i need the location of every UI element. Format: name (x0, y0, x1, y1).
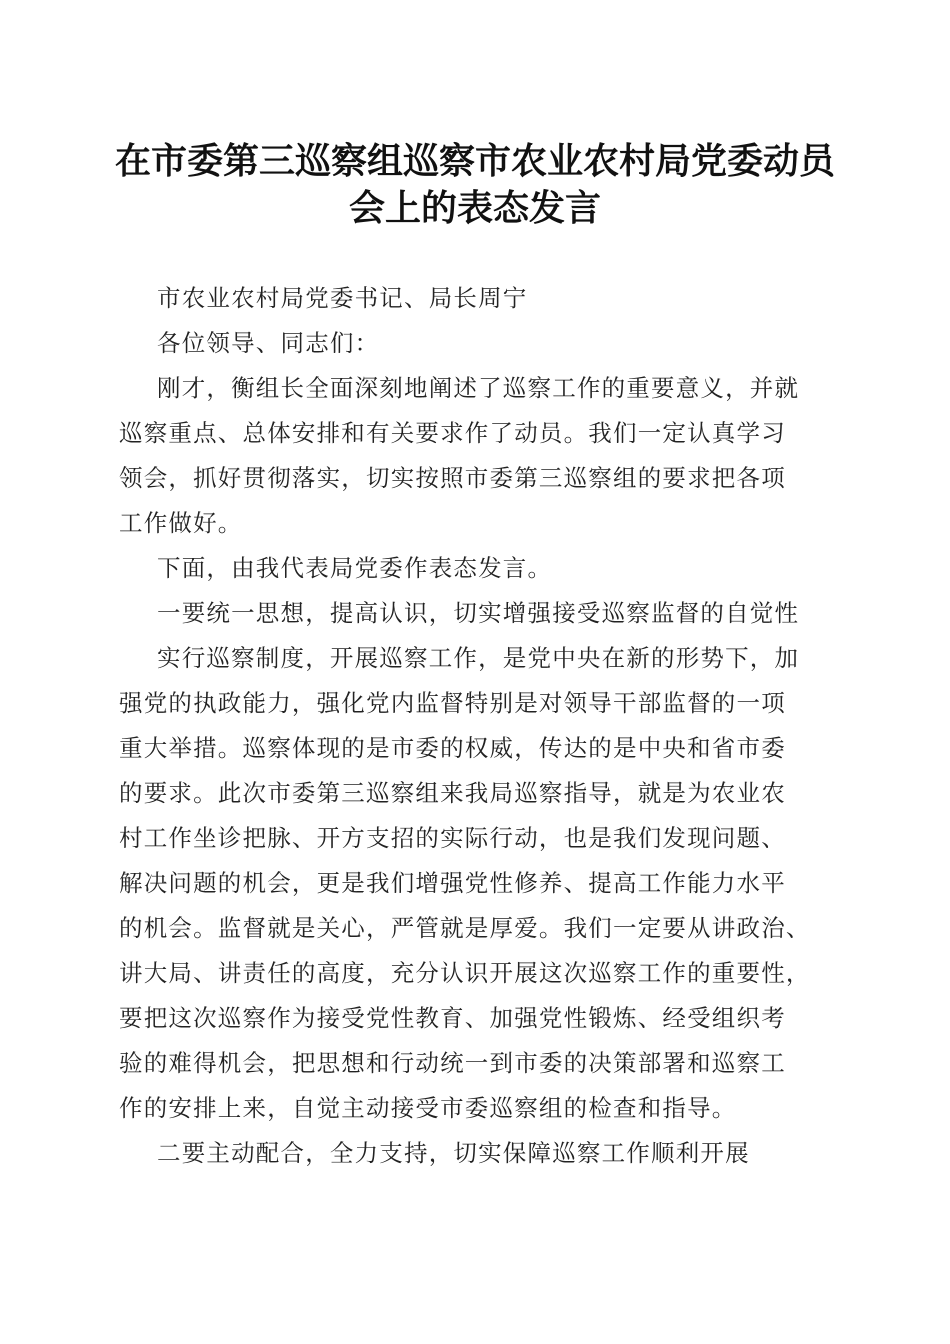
section-heading-2: 二要主动配合，全力支持，切实保障巡察工作顺利开展 (157, 1139, 750, 1167)
body-line: 强党的执政能力，强化党内监督特别是对领导干部监督的一项 (119, 689, 786, 717)
body-line: 下面，由我代表局党委作表态发言。 (157, 554, 553, 582)
body-line: 领会，抓好贯彻落实，切实按照市委第三巡察组的要求把各项 (119, 464, 786, 492)
body-line: 验的难得机会，把思想和行动统一到市委的决策部署和巡察工 (119, 1049, 786, 1077)
section-heading-1: 一要统一思想，提高认识，切实增强接受巡察监督的自觉性 (157, 599, 800, 627)
body-line: 重大举措。巡察体现的是市委的权威，传达的是中央和省市委 (119, 734, 786, 762)
salutation: 各位领导、同志们： (157, 329, 380, 357)
document-title-line-1: 在市委第三巡察组巡察市农业农村局党委动员 (114, 140, 835, 182)
body-line: 的要求。此次市委第三巡察组来我局巡察指导，就是为农业农 (119, 779, 786, 807)
body-line: 刚才，衡组长全面深刻地阐述了巡察工作的重要意义，并就 (157, 374, 800, 402)
document-title-line-2: 会上的表态发言 (348, 187, 601, 229)
body-line: 实行巡察制度，开展巡察工作，是党中央在新的形势下，加 (157, 644, 800, 672)
body-line: 的机会。监督就是关心，严管就是厚爱。我们一定要从讲政治、 (119, 914, 811, 942)
body-line: 村工作坐诊把脉、开方支招的实际行动，也是我们发现问题、 (119, 824, 786, 852)
body-line: 解决问题的机会，更是我们增强党性修养、提高工作能力水平 (119, 869, 786, 897)
body-line: 工作做好。 (119, 509, 243, 537)
body-line: 巡察重点、总体安排和有关要求作了动员。我们一定认真学习 (119, 419, 786, 447)
speaker-line: 市农业农村局党委书记、局长周宁 (157, 284, 528, 312)
body-line: 作的安排上来，自觉主动接受市委巡察组的检查和指导。 (119, 1094, 737, 1122)
body-line: 要把这次巡察作为接受党性教育、加强党性锻炼、经受组织考 (119, 1004, 786, 1032)
body-line: 讲大局、讲责任的高度，充分认识开展这次巡察工作的重要性， (119, 959, 811, 987)
